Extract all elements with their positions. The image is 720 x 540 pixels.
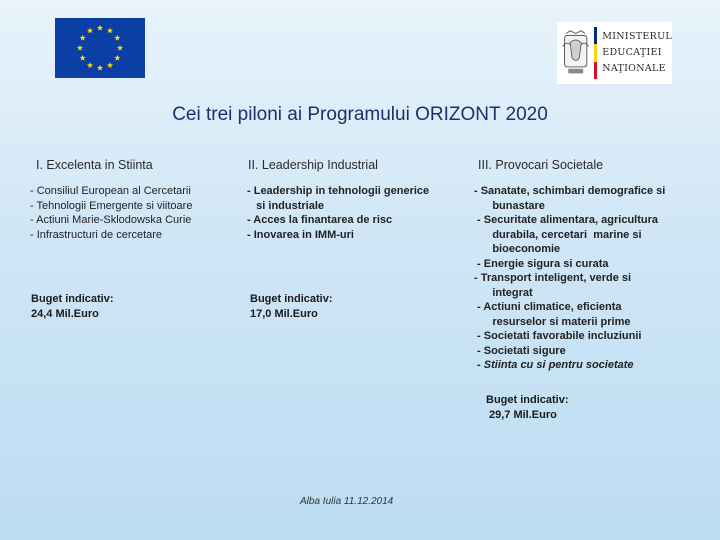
- list-item: - Acces la finantarea de risc: [247, 214, 393, 226]
- budget-value: 17,0 Mil.Euro: [250, 307, 318, 320]
- ministry-logo: [557, 22, 672, 84]
- list-item: - Tehnologii Emergente si viitoare: [30, 199, 193, 212]
- tricolor-red: [594, 62, 597, 79]
- list-item: - Securitate alimentara, agricultura: [474, 214, 659, 226]
- list-item: durabila, cercetari marine si: [474, 228, 642, 241]
- pillar-1-list: [30, 184, 192, 242]
- pillar-2-list: [247, 184, 429, 242]
- list-item: - Leadership in tehnologii generice: [247, 185, 430, 197]
- list-item: integrat: [474, 286, 533, 299]
- list-item: - Transport inteligent, verde si: [474, 272, 632, 284]
- list-item: - Societati sigure: [474, 344, 566, 357]
- pillar-3-heading: III. Provocari Societale: [478, 158, 604, 172]
- budget-value: 24,4 Mil.Euro: [31, 307, 99, 320]
- tricolor-yellow: [594, 44, 597, 61]
- list-item: bunastare: [474, 199, 545, 212]
- ministry-line-3: NAŢIONALE: [602, 63, 666, 74]
- pillar-2-heading: II. Leadership Industrial: [248, 158, 378, 172]
- tricolor-blue: [594, 27, 597, 44]
- list-item: - Stiinta cu si pentru societate: [474, 359, 634, 371]
- list-item: bioeconomie: [474, 243, 561, 255]
- list-item: resurselor si materii prime: [474, 315, 631, 328]
- list-item: - Actiuni climatice, eficienta: [474, 301, 622, 313]
- eu-flag-icon: [55, 18, 145, 78]
- pillar-3-budget: [486, 393, 569, 422]
- ministry-line-2: EDUCAŢIEI: [602, 47, 662, 58]
- budget-value: 29,7 Mil.Euro: [489, 408, 557, 421]
- budget-label: Buget indicativ:: [486, 394, 569, 406]
- tricolor-bar: [594, 27, 597, 79]
- page-title: Cei trei piloni ai Programului ORIZONT 2020: [172, 104, 548, 125]
- eu-flag-stars: [55, 18, 145, 78]
- list-item: - Infrastructuri de cercetare: [30, 228, 163, 241]
- list-item: - Energie sigura si curata: [474, 257, 609, 270]
- pillar-1-heading: I. Excelenta in Stiinta: [36, 158, 153, 172]
- list-item: - Inovarea in IMM-uri: [247, 228, 354, 241]
- list-item: si industriale: [247, 199, 325, 212]
- ministry-line-1: MINISTERUL: [602, 31, 672, 42]
- pillar-3-list: [474, 184, 665, 373]
- pillar-2-budget: [250, 292, 333, 321]
- list-item: - Sanatate, schimbari demografice si: [474, 185, 666, 197]
- list-item: - Societati favorabile incluziunii: [474, 330, 642, 342]
- list-item: - Actiuni Marie-Sklodowska Curie: [30, 214, 192, 226]
- ministry-crest-icon: [559, 28, 592, 78]
- pillar-1-budget: [31, 292, 114, 321]
- ministry-name: [602, 29, 672, 77]
- budget-label: Buget indicativ:: [250, 293, 333, 305]
- budget-label: Buget indicativ:: [31, 293, 114, 305]
- list-item: - Consiliul European al Cercetarii: [30, 185, 191, 197]
- footer-date: Alba Iulia 11.12.2014: [300, 496, 394, 507]
